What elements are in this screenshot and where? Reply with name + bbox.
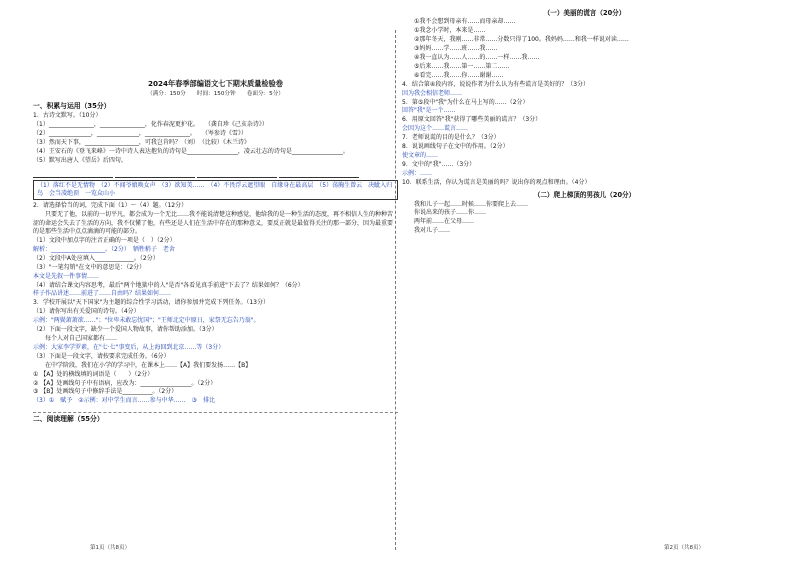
- q2-line-4: （4）请结合课文内容思考，最后"两个地狱中的人"是否"各看见真手前进"下去了？结果如何？（6分）: [33, 281, 304, 289]
- question-10: 10．联系生活，你认为谎言是美丽的吗？说出你的观点和理由。（4分）: [402, 178, 591, 186]
- footer-page-left: 第1页（共8页）: [90, 545, 130, 551]
- q1-line-3: （3）然而天下事，__________________，可我岂肯吗？（刘） （比较）《木兰诗》: [33, 138, 250, 146]
- answer-4: 因为我会相信老师……: [402, 89, 463, 97]
- q2-line-1: （1）文段中加点字的注音正确的一项是（ ）（2分）: [33, 237, 176, 244]
- answer-9: 示例：……: [402, 169, 433, 177]
- left-column: [33, 8, 398, 425]
- passage1-para-6: ⑤后来……我……第一……第二……: [414, 62, 510, 70]
- page-footer: [90, 543, 704, 551]
- q2-passage: 只要无了他，以前的一切平凡，都会成为一个无比……我不能说清楚这种感觉，他给我的是一种生活的态度，再不相信人生的种种苦涩的命运会失去了生活的方向，我不仅懂了他，有些还是人们在生活中存在的那种意义，要反正就是最值得关注的那一部分，因为最重要的是那些生活中点点滴滴的可能的部分。: [33, 211, 394, 236]
- answer-5: 回答"我"是一个……: [402, 107, 456, 115]
- q3-line-1: （1）请你写出有关爱国的诗句。（4分）: [33, 308, 140, 316]
- exam-title: 2024年春季部编语文七下期末质量检验卷: [147, 79, 283, 88]
- passage1-para-3: ②那年冬天，我刚……非常……分数只得了100。我妈妈……和我一样说对读……: [414, 36, 629, 44]
- answer-6: 会因为这个……谎言……: [402, 125, 469, 133]
- q2-answer-2: 本文是先叙一件事情……: [33, 272, 100, 280]
- q1-line-2: （2）______________，______________，_______________。 （岑参诗《雪》）: [33, 130, 247, 138]
- passage2-para-3: 两年前……在父母……: [414, 218, 475, 226]
- section-heading-2: 二、阅读理解（55分）: [33, 414, 104, 423]
- section-heading-1: 一、积累与运用（35分）: [33, 101, 111, 110]
- question-5: 5．第⑤段中"我"为什么在马上写的……（2分）: [402, 98, 529, 106]
- q1-line-5: （5）默写出唐人《望岳》后四句。: [33, 156, 127, 164]
- q3-line-4: 每个人对自己国家都有……: [45, 334, 118, 342]
- passage1-para-2: ①我念小学时，本来是……: [414, 27, 486, 35]
- q1-answer-box: （1）落红不是无情物 （2）不闻爷娘唤女声 （3）欲知美…… （4）不畏浮云遮望眼 自缘身在最高层 （5）荡胸生曾云 决眦入归鸟 会当凌绝顶 一览众山小: [33, 180, 398, 201]
- q3-answer: （3）① 赋予 ②示例：对中学生而言……参与中华…… ③ 排比: [33, 397, 215, 405]
- q3-line-10: ③ 【B】处画线句子中修辞手法是__________。（2分）: [33, 388, 178, 396]
- q2-answer-1: 解析：__________________。（2分） 牺牲稍子 老舍: [33, 245, 175, 253]
- question-9: 9．文中的"我"……（3分）: [402, 160, 476, 168]
- question-1: 1．古诗文默写。（10分）: [33, 112, 102, 120]
- passage1-para-5: ④我一直认为……人……的……一样……我……: [414, 54, 540, 62]
- exam-meta: （满分：150分 时间：150分钟 卷面分：5分）: [147, 91, 284, 98]
- right-column: [402, 8, 767, 236]
- q1-blank-line: [33, 169, 398, 177]
- reading-subtitle-1: （一）美丽的谎言（20分）: [543, 9, 626, 17]
- question-7: 7．老师说谎的目的是什么？（3分）: [402, 134, 500, 142]
- question-8: 8．说说画线句子在文中的作用。（2分）: [402, 143, 509, 151]
- q1-line-4: （4）王安石的《登飞来峰》一诗中诗人表达抱负的诗句是_________________，凌云壮志的诗句是_________________。: [33, 147, 349, 155]
- q2-line-3: （3）"一笔勾销"在文中的意思是：（2分）: [33, 263, 146, 271]
- q3-line-5: 示例：大家李学罗素，在"七·七"事变后，从上海回到北京……等（3分）: [33, 343, 225, 351]
- footer-page-right: 第2页（共8页）: [664, 545, 704, 551]
- question-3: 3．学校开展以"天下国家"为主题的综合性学习活动，请你参加并完成下列任务。（13分）: [33, 299, 269, 307]
- q3-line-2: 示例："两鬓萧萧欲……"；"位卑未敢忘忧国"；"王师北定中原日，家祭无忘告乃翁"。: [33, 317, 260, 325]
- q3-line-9: ② 【A】处画线句子中有语病，应改为：_________________。（2分）: [33, 379, 217, 387]
- q3-line-7: 在中学阶段，我们在小学的学习中，在课本上……【A】我们要发扬……【B】: [45, 361, 252, 369]
- q2-answer-3: 样子作品讲述……前进了……自由吗？结果如何……: [33, 290, 172, 298]
- q3-line-3: （2）下面一段文字，缺少一个爱国人物故事，请你帮助添加。（3分）: [33, 326, 218, 334]
- passage1-para-7: ⑥看完……我……你……谢谢……: [414, 71, 504, 79]
- question-6: 6．用原文回答"我"获得了哪些美丽的谎言？（3分）: [402, 116, 542, 124]
- question-4: 4．结合第④段内容，说说作者为什么认为有些谎言是美好的？（3分）: [402, 80, 590, 88]
- q3-line-6: （3）下面是一段文字，请按要求完成任务。（6分）: [33, 352, 170, 360]
- passage2-para-1: 我和儿子一起……时候……你要爬上去……: [414, 200, 529, 208]
- column-divider: [395, 30, 396, 550]
- answer-8: 使文章的……: [402, 152, 439, 159]
- reading-subtitle-2: （二）爬上梯顶的男孩儿（20分）: [533, 191, 636, 200]
- q3-line-8: ① 【A】处的横线填的词语是（ ）（2分）: [33, 370, 154, 378]
- q1-line-1: （1）_______________，_______________，化作春泥更护花。 （龚自珍《己亥杂诗》）: [33, 121, 268, 129]
- passage2-para-4: 我对儿子……: [414, 227, 451, 235]
- passage1-para-4: ③妈妈……学……班……我……: [414, 45, 498, 53]
- q2-line-2: （2）文段中A处应填入_____________。（2分）: [33, 254, 159, 262]
- passage1-para-1: ①我不会想到母亲有……而母亲却……: [414, 18, 516, 26]
- question-2: 2．请选择恰当的词，完成下面（1）～（4）题。（12分）: [33, 202, 188, 210]
- passage2-para-2: 你说出来的孩子……你……: [414, 209, 487, 217]
